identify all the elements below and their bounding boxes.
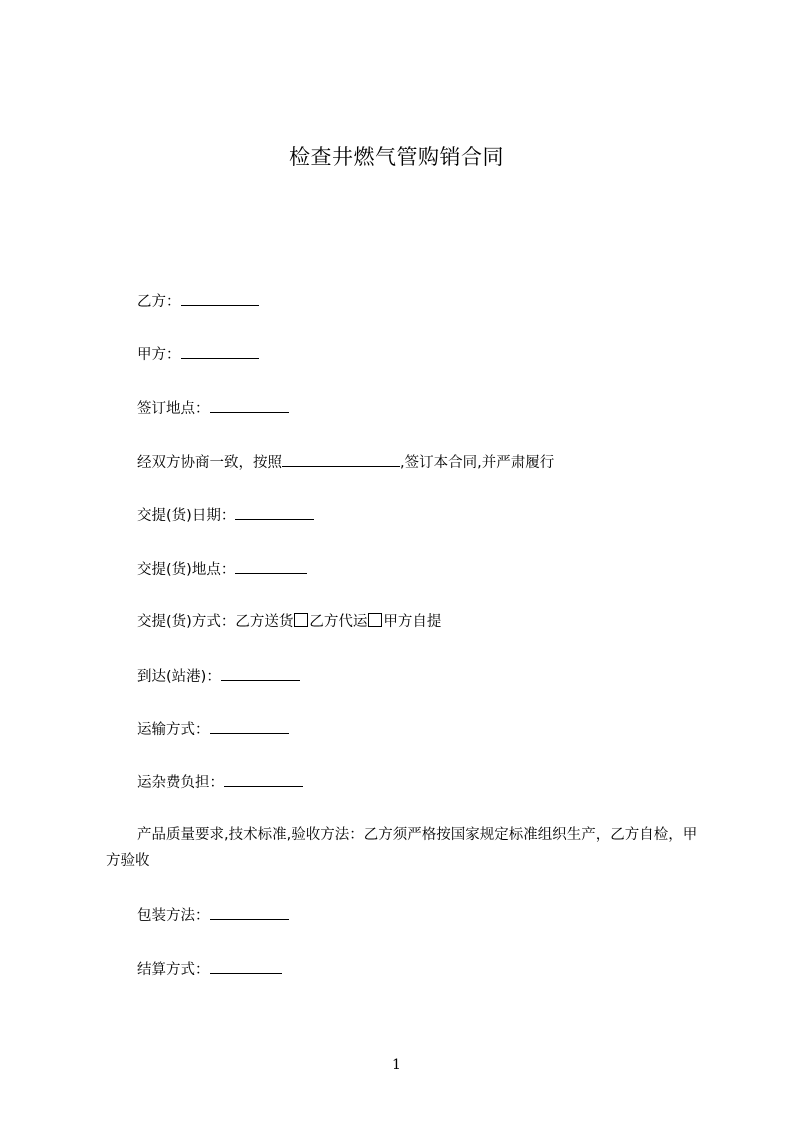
transport-method-blank[interactable] (210, 719, 289, 734)
delivery-method-line (137, 612, 441, 632)
party-a-blank[interactable] (181, 344, 259, 359)
delivery-date-line (137, 505, 314, 526)
sign-place-blank[interactable] (210, 398, 289, 413)
delivery-date-blank[interactable] (235, 505, 314, 520)
agreement-line (137, 452, 554, 473)
delivery-place-line (137, 559, 307, 580)
misc-fee-label: 运杂费负担： (137, 775, 224, 791)
packaging-label: 包装方法： (137, 908, 210, 924)
sign-place-line (137, 398, 289, 419)
checkbox-icon[interactable] (368, 613, 382, 627)
party-a-label: 甲方： (137, 347, 181, 363)
checkbox-icon[interactable] (294, 613, 308, 627)
delivery-place-label: 交提(货)地点： (137, 562, 236, 578)
delivery-option-label: 甲方自提 (383, 614, 442, 630)
delivery-place-blank[interactable] (235, 559, 307, 574)
page-number: 1 (392, 1057, 401, 1073)
agreement-basis-blank[interactable] (282, 452, 400, 467)
transport-method-label: 运输方式： (137, 722, 210, 738)
arrival-blank[interactable] (221, 666, 300, 681)
delivery-method-label: 交提(货)方式：乙方送货 (137, 614, 294, 630)
packaging-line (137, 905, 289, 926)
agreement-prefix: 经双方协商一致，按照 (137, 455, 282, 471)
agreement-suffix: ,签订本合同,并严肃履行 (400, 455, 555, 471)
settlement-blank[interactable] (210, 959, 282, 974)
settlement-label: 结算方式： (137, 962, 210, 978)
misc-fee-blank[interactable] (224, 772, 303, 787)
delivery-date-label: 交提(货)日期： (137, 508, 236, 524)
settlement-line (137, 959, 282, 980)
arrival-line (137, 666, 300, 687)
document-title: 检查井燃气管购销合同 (289, 145, 504, 169)
arrival-label: 到达(站港)： (137, 669, 221, 685)
party-b-line (137, 291, 259, 312)
delivery-option-label: 乙方代运 (309, 614, 368, 630)
packaging-blank[interactable] (210, 905, 289, 920)
transport-method-line (137, 719, 289, 740)
misc-fee-line (137, 772, 303, 793)
sign-place-label: 签订地点： (137, 401, 210, 417)
party-a-line (137, 344, 259, 365)
party-b-blank[interactable] (181, 291, 259, 306)
party-b-label: 乙方： (137, 294, 181, 310)
quality-paragraph: 产品质量要求,技术标准,验收方法：乙方须严格按国家规定标准组织生产，乙方自检，甲方验收 (106, 827, 698, 869)
